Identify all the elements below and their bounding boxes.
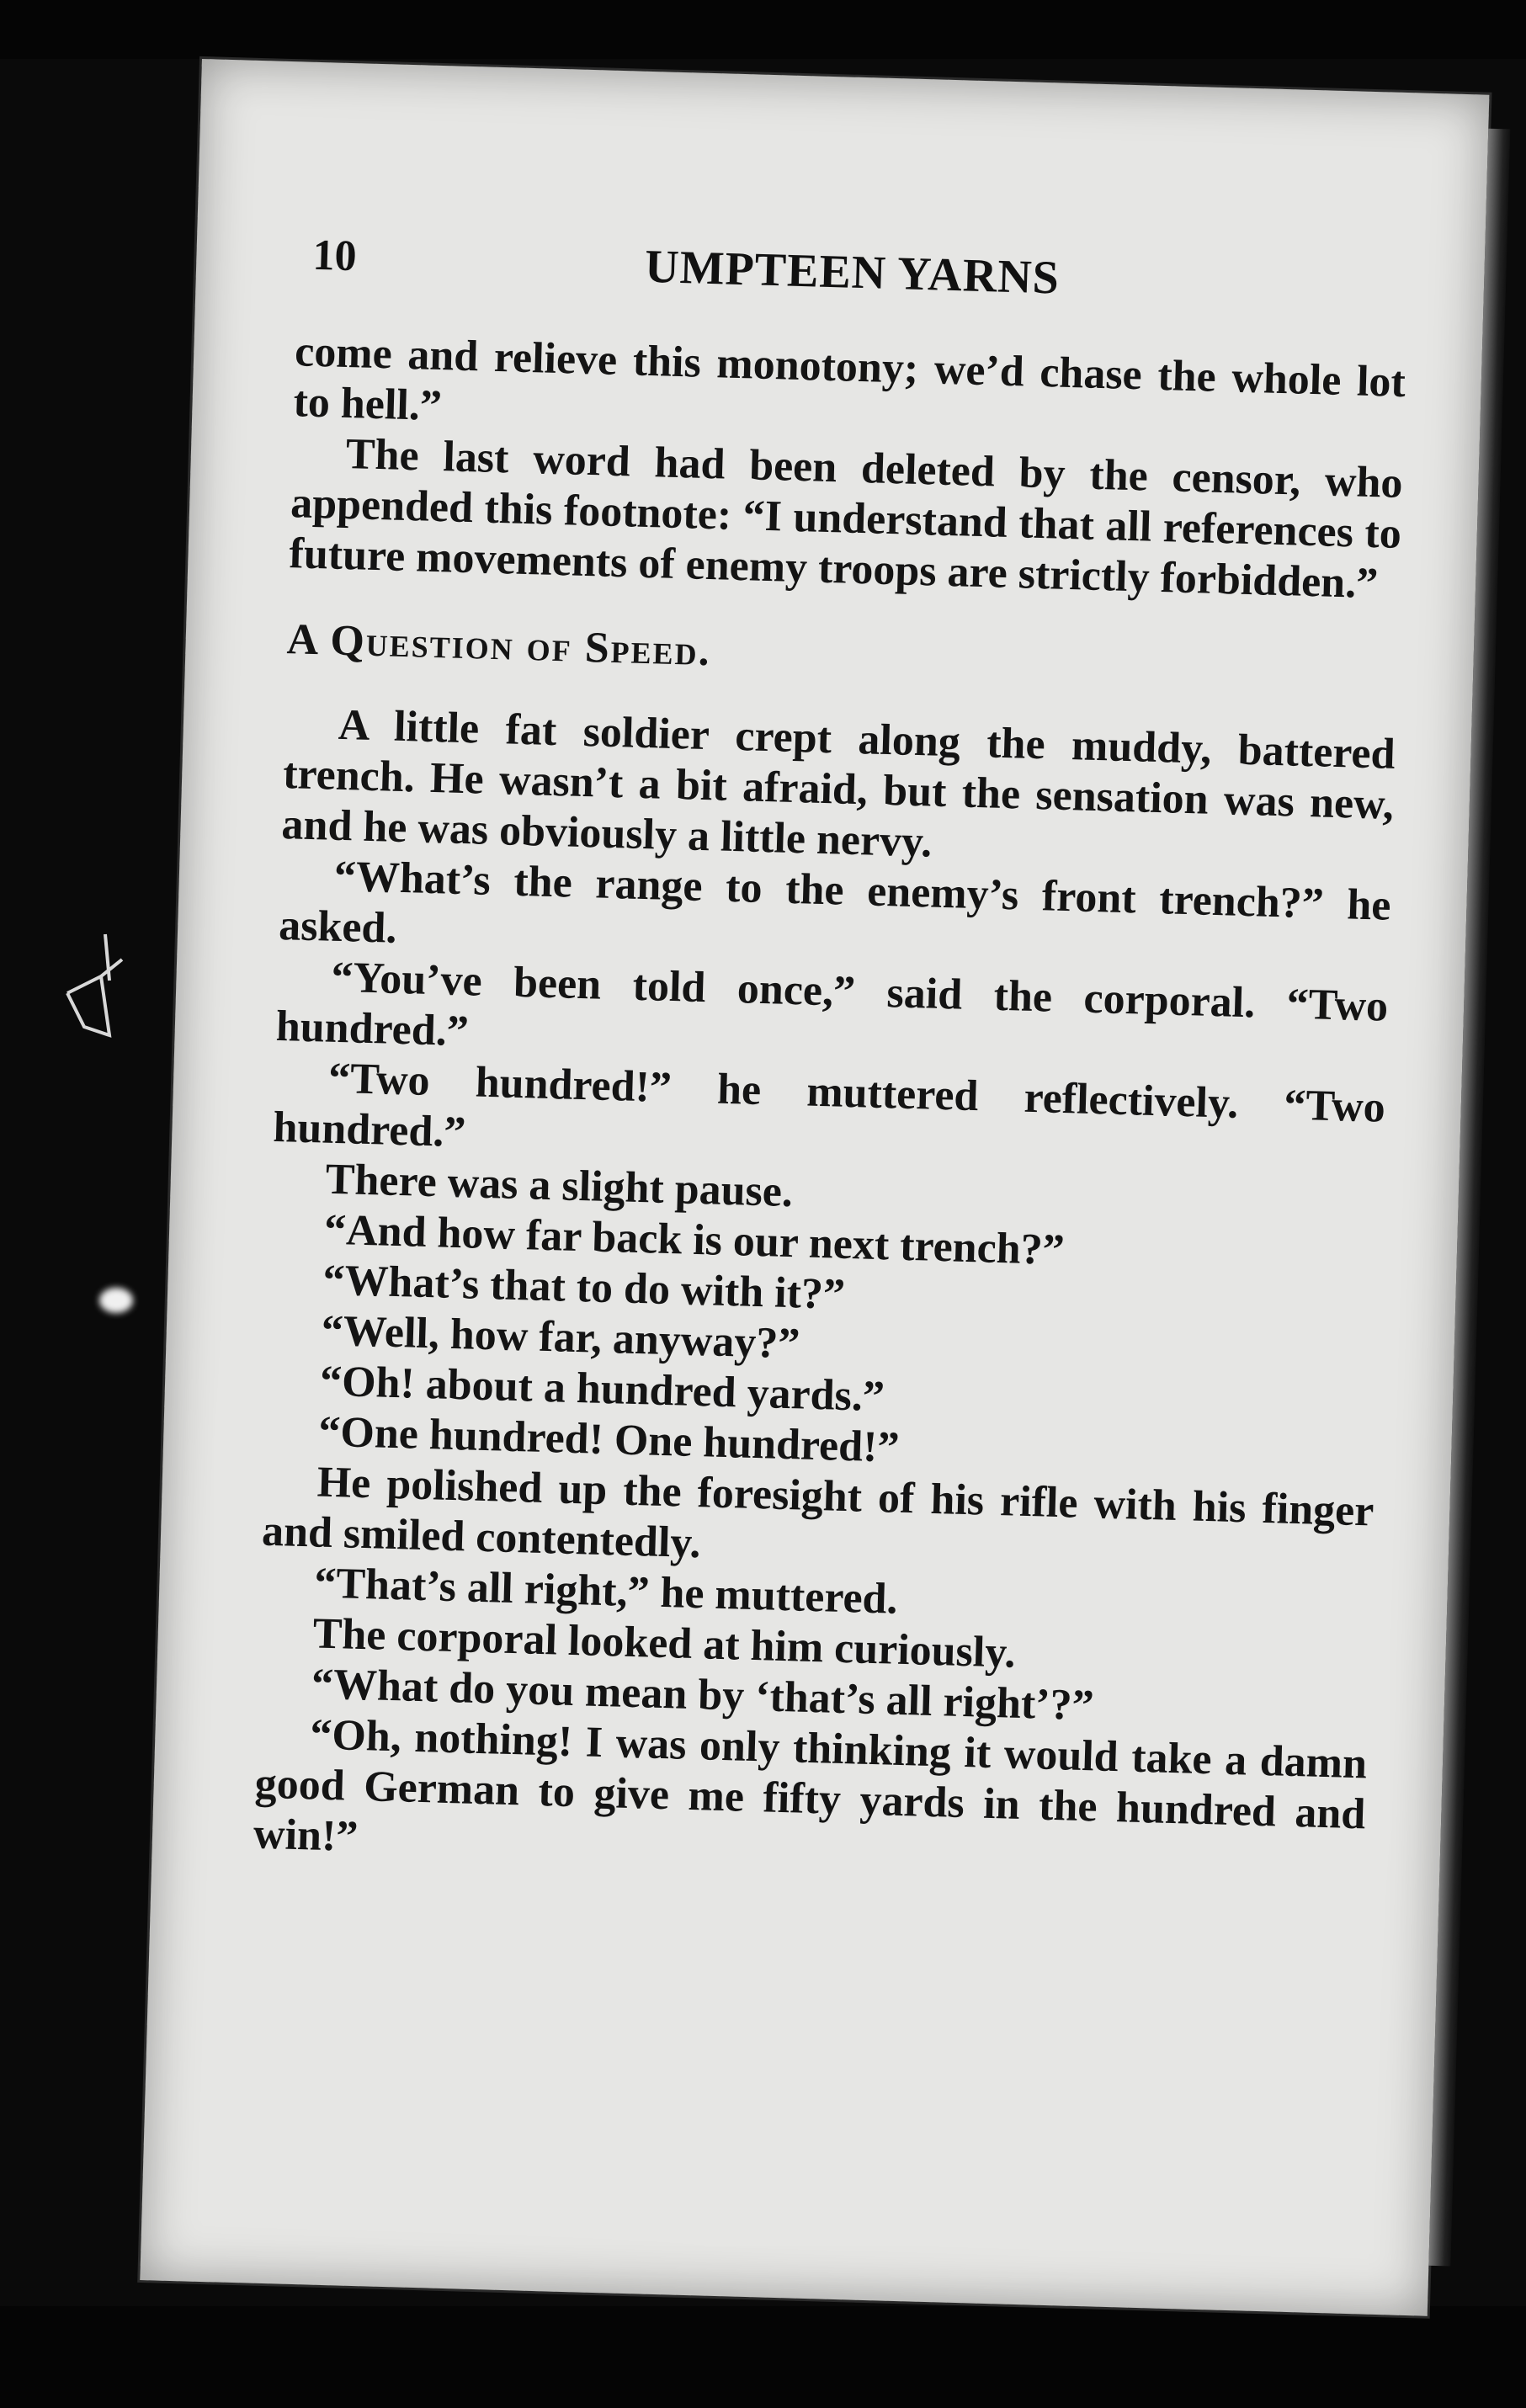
story-paragraph: He polished up the foresight of his rifle with his finger and smiled contentedly. <box>261 1458 1375 1568</box>
story-paragraph: “That’s all right,” he muttered. <box>313 1559 899 1624</box>
story-paragraph: There was a slight pause. <box>325 1155 794 1217</box>
story-paragraph: “Well, how far, anyway?” <box>321 1306 801 1369</box>
story-paragraph: “Two hundred!” he muttered reflectively. “Two hundred.” <box>272 1054 1386 1157</box>
story-paragraph: “What’s that to do with it?” <box>322 1256 846 1319</box>
story-paragraph: “Oh, nothing! I was only thinking it would take a damn good German to give me fifty yards in the hundred and win!” <box>253 1710 1368 1861</box>
page-number: 10 <box>311 231 358 281</box>
story-paragraph: “One hundred! One hundred!” <box>317 1407 901 1472</box>
story-paragraph: “Oh! about a hundred yards.” <box>319 1357 885 1422</box>
story-paragraph: “What’s the range to the enemy’s front trench?” he asked. <box>278 852 1392 953</box>
story-paragraph: “And how far back is our next trench?” <box>323 1205 1066 1275</box>
running-head: UMPTEEN YARNS <box>644 240 1061 305</box>
section-heading: A Question of Speed. <box>285 615 712 676</box>
story-paragraph: “You’ve been told once,” said the corporal. “Two hundred.” <box>275 953 1389 1056</box>
page-header <box>311 231 1357 336</box>
page-body <box>253 327 1406 1890</box>
story-paragraph: A little fat soldier crept along the muddy, battered trench. He wasn’t a bit afraid, but the sensation was new, and he was obviously a little nervy. <box>280 700 1396 867</box>
story-paragraph: “What do you mean by ‘that’s all right’?” <box>311 1660 1095 1730</box>
film-border-bottom <box>0 2306 1526 2408</box>
paragraph: The last word had been deleted by the censor, who appended this footnote: “I understand that all references to future movements of enemy troops are strictly forbidden.” <box>288 429 1404 609</box>
story-paragraph: The corporal looked at him curiously. <box>312 1609 1017 1677</box>
book-page <box>140 59 1489 2316</box>
film-speck <box>99 1288 133 1313</box>
paragraph: come and relieve this monotony; we’d chase the whole lot to hell.” <box>292 327 1406 431</box>
margin-pencil-mark <box>51 901 143 1069</box>
page-edge-shadow <box>1428 129 1510 2267</box>
film-border-top <box>0 0 1526 59</box>
